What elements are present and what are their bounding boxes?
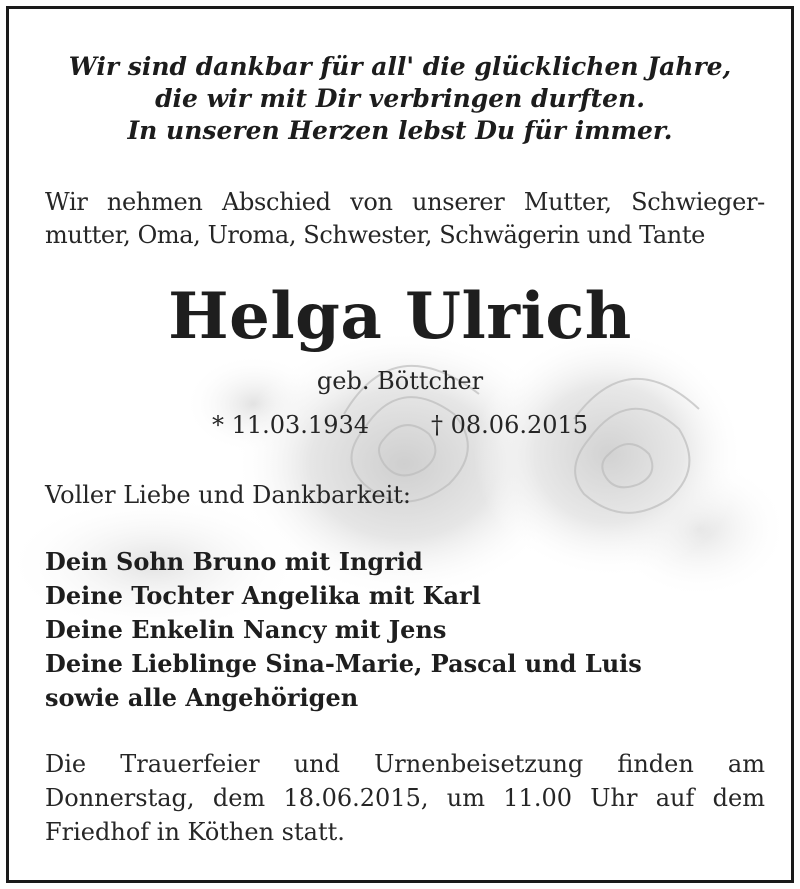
farewell-intro (45, 186, 765, 252)
death-date: † 08.06.2015 (431, 411, 589, 439)
deceased-name: Helga Ulrich (168, 279, 632, 354)
family-list (45, 545, 642, 715)
quote-line: In unseren Herzen lebst Du für immer. (127, 116, 673, 145)
quote-line: Wir sind dankbar für all' die glücklichen Jahre, (68, 52, 732, 81)
thanks-line: Voller Liebe und Dankbarkeit: (45, 481, 411, 509)
quote-line: die wir mit Dir verbringen durften. (155, 84, 645, 113)
family-member: Deine Lieblinge Sina-Marie, Pascal und Luis (45, 649, 642, 678)
service-line: Friedhof in Köthen statt. (45, 818, 345, 846)
intro-line: mutter, Oma, Uroma, Schwester, Schwägerin und Tante (45, 221, 705, 249)
funeral-service-info (45, 747, 765, 849)
maiden-name: geb. Böttcher (316, 367, 484, 395)
intro-line: Wir nehmen Abschied von unserer Mutter, Schwieger- (45, 188, 765, 216)
service-line: Die Trauerfeier und Urnenbeisetzung finden am (45, 750, 765, 778)
service-line: Donnerstag, dem 18.06.2015, um 11.00 Uhr auf dem (45, 784, 765, 812)
family-member: Deine Tochter Angelika mit Karl (45, 581, 481, 610)
life-dates (9, 409, 791, 441)
family-member: Deine Enkelin Nancy mit Jens (45, 615, 447, 644)
birth-date: * 11.03.1934 (211, 411, 369, 439)
family-member: Dein Sohn Bruno mit Ingrid (45, 547, 423, 576)
family-member: sowie alle Angehörigen (45, 683, 359, 712)
obituary-notice (6, 6, 794, 883)
memorial-quote (9, 51, 791, 147)
